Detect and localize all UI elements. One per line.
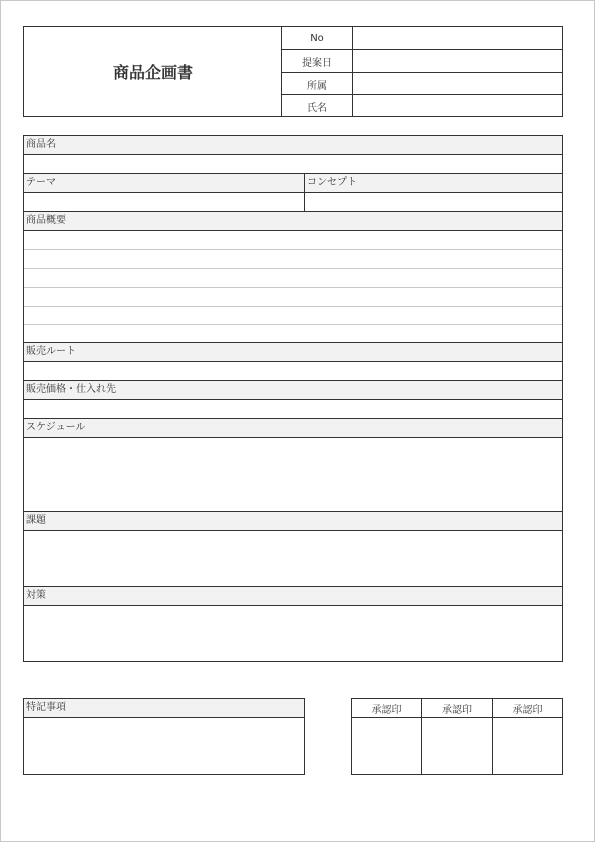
approval-stamp-label-3: 承認印 bbox=[512, 704, 543, 716]
approval-stamps bbox=[351, 698, 563, 775]
schedule-label: スケジュール bbox=[24, 419, 562, 437]
special-notes-box bbox=[23, 698, 305, 775]
overview-line[interactable] bbox=[24, 269, 562, 287]
product-name-label: 商品名 bbox=[24, 136, 562, 154]
name-label: 氏名 bbox=[307, 102, 327, 114]
overview-line[interactable] bbox=[24, 325, 562, 342]
concept-field[interactable] bbox=[305, 193, 562, 211]
approval-stamp-label-1: 承認印 bbox=[371, 704, 402, 716]
overview-line[interactable] bbox=[24, 288, 562, 306]
special-notes-field[interactable] bbox=[24, 718, 304, 774]
approval-stamp-area-2[interactable] bbox=[422, 718, 492, 774]
issues-field[interactable] bbox=[24, 531, 562, 586]
overview-line[interactable] bbox=[24, 250, 562, 268]
overview-line[interactable] bbox=[24, 231, 562, 249]
department-label: 所属 bbox=[307, 80, 327, 92]
header-block bbox=[23, 26, 563, 117]
price-supplier-field[interactable] bbox=[24, 400, 562, 418]
concept-label: コンセプト bbox=[305, 174, 562, 192]
proposal-date-field[interactable] bbox=[353, 50, 562, 72]
overview-line[interactable] bbox=[24, 307, 562, 324]
theme-field[interactable] bbox=[24, 193, 304, 211]
overview-label: 商品概要 bbox=[24, 212, 562, 230]
no-label: No bbox=[310, 32, 324, 44]
approval-stamp-area-1[interactable] bbox=[352, 718, 421, 774]
special-notes-label: 特記事項 bbox=[24, 699, 304, 717]
theme-label: テーマ bbox=[24, 174, 304, 192]
main-form bbox=[23, 135, 563, 662]
no-field[interactable] bbox=[353, 27, 562, 49]
measures-field[interactable] bbox=[24, 606, 562, 661]
document-title: 商品企画書 bbox=[112, 63, 193, 82]
proposal-date-label: 提案日 bbox=[302, 57, 332, 69]
product-name-field[interactable] bbox=[24, 155, 562, 173]
sales-route-field[interactable] bbox=[24, 362, 562, 380]
department-field[interactable] bbox=[353, 73, 562, 95]
measures-label: 対策 bbox=[24, 587, 562, 605]
price-supplier-label: 販売価格・仕入れ先 bbox=[24, 381, 562, 399]
approval-stamp-label-2: 承認印 bbox=[442, 704, 472, 716]
sales-route-label: 販売ルート bbox=[24, 343, 562, 361]
issues-label: 課題 bbox=[24, 512, 562, 530]
name-field[interactable] bbox=[353, 95, 562, 117]
approval-stamp-area-3[interactable] bbox=[493, 718, 562, 774]
schedule-field[interactable] bbox=[24, 438, 562, 511]
